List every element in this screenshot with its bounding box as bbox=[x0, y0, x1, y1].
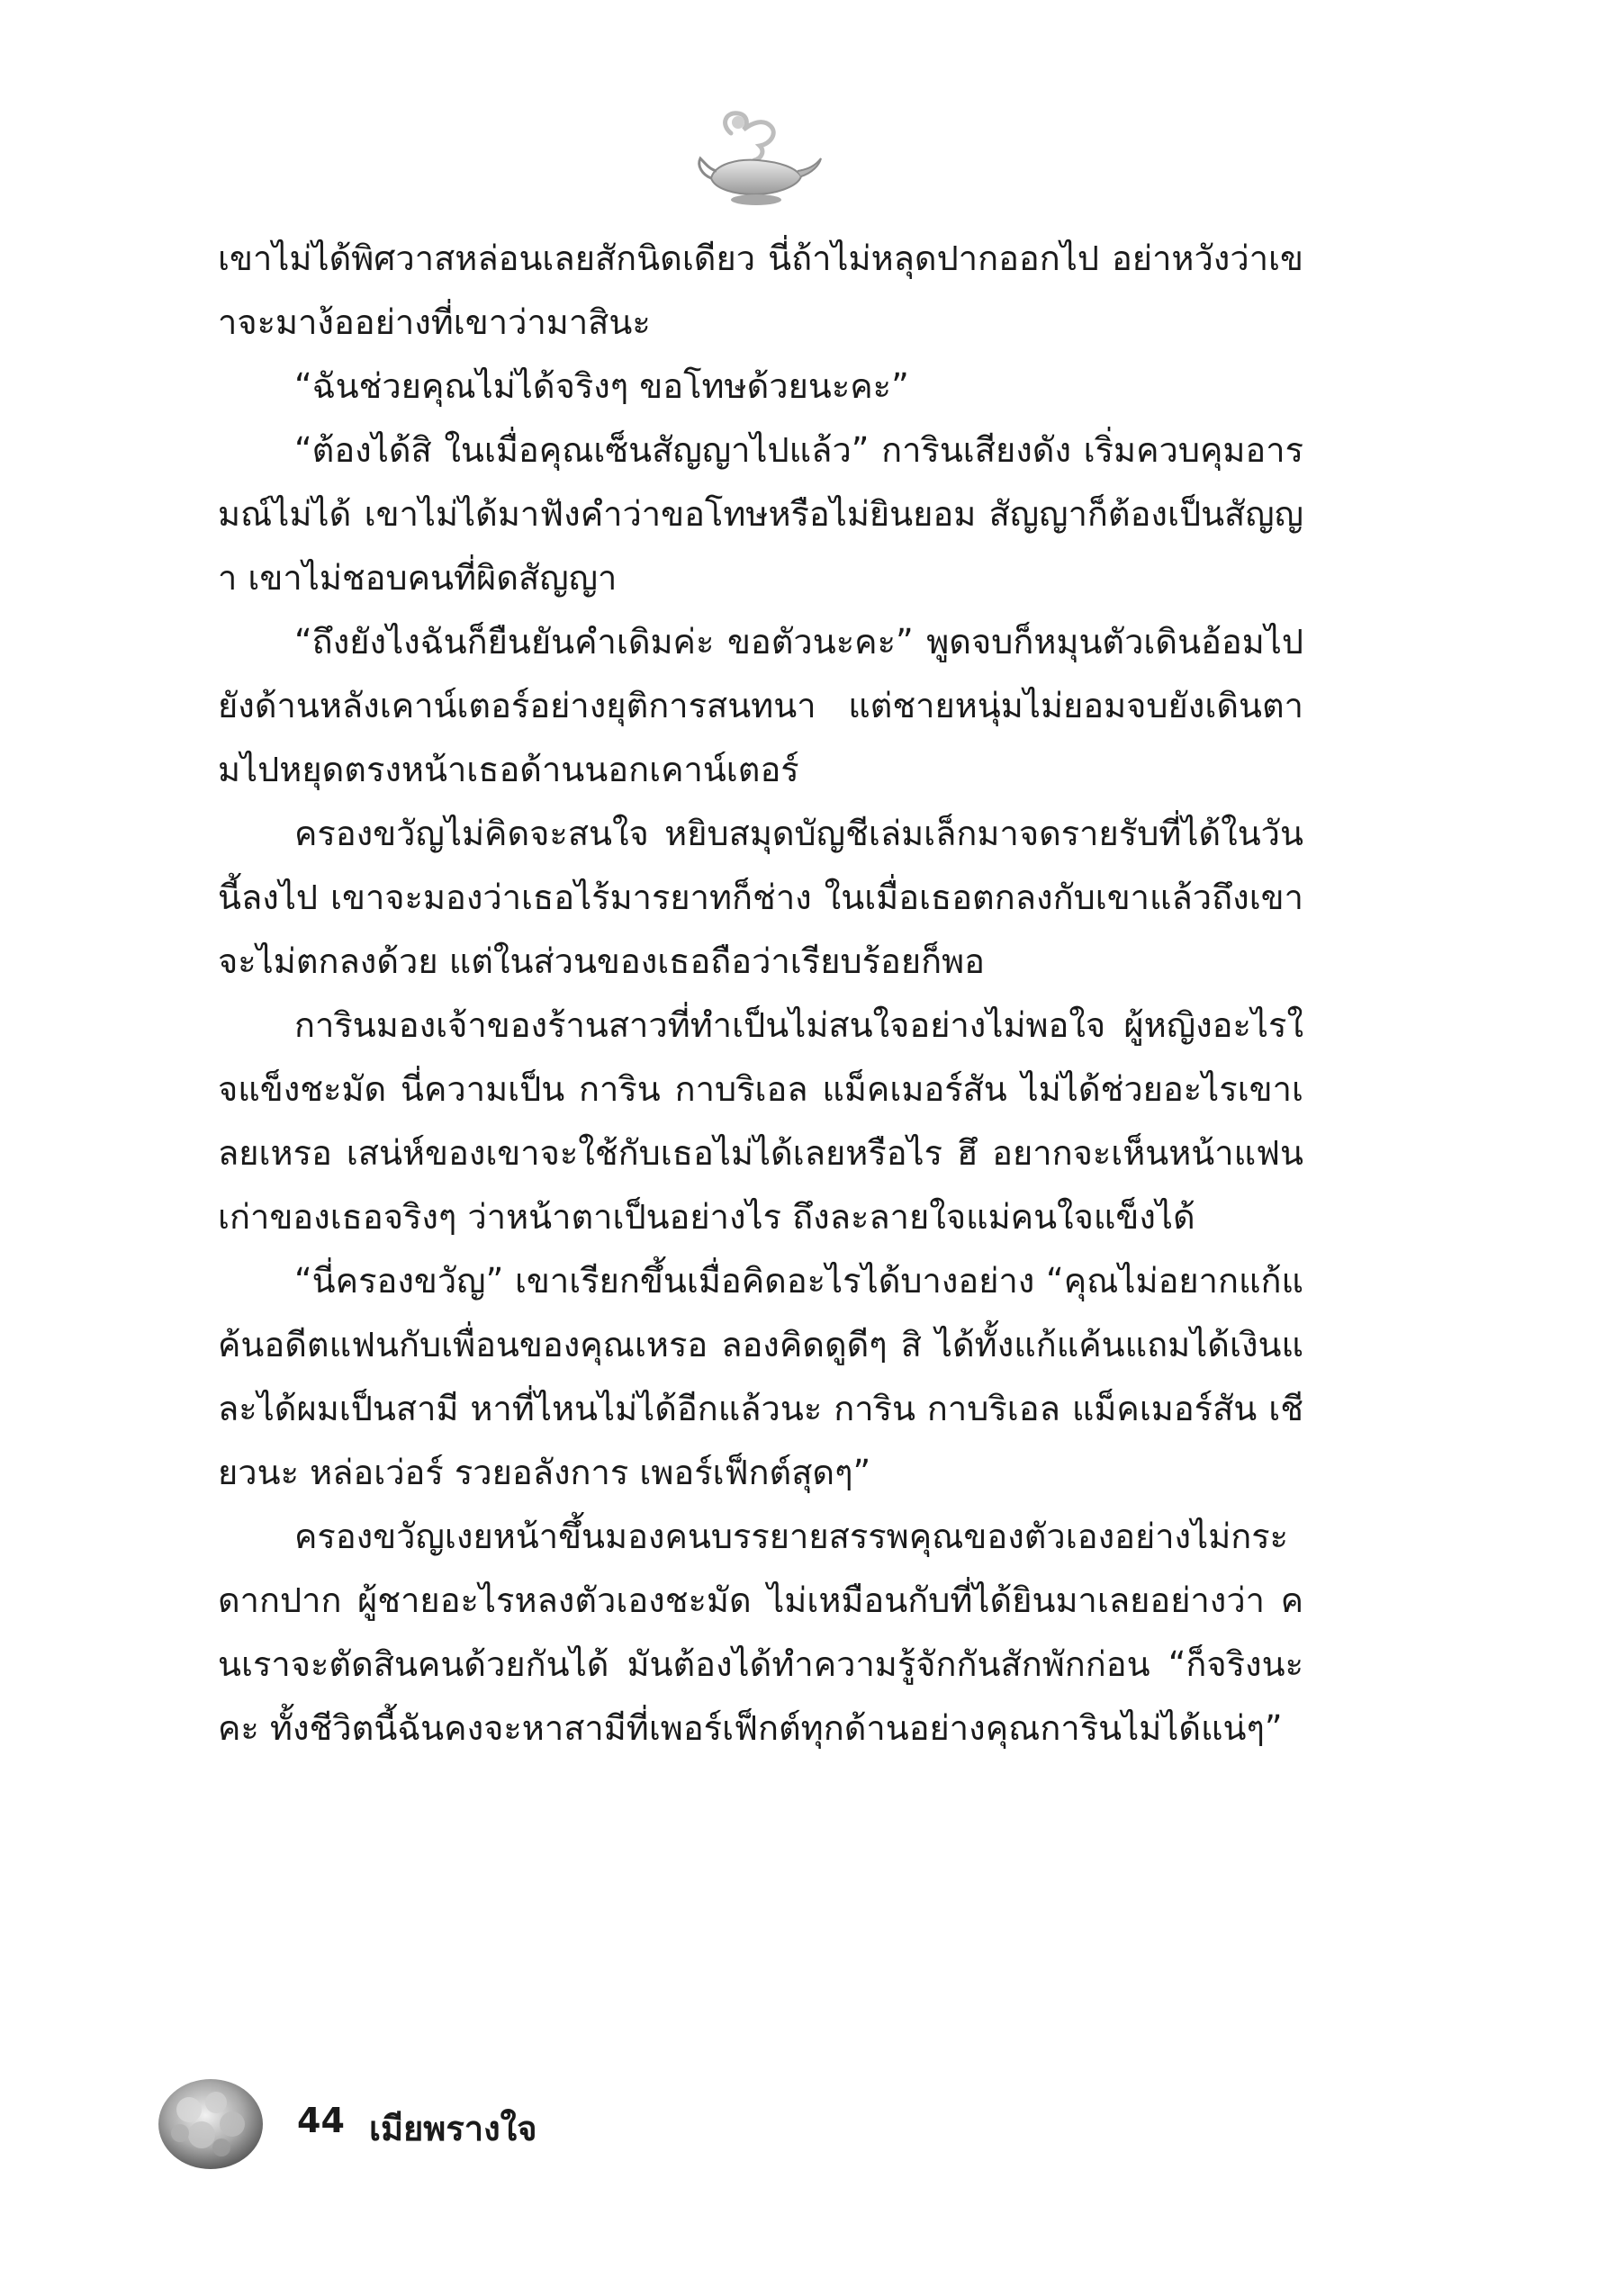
paragraph: ครองขวัญไม่คิดจะสนใจ หยิบสมุดบัญชีเล่มเล็กมาจดรายรับที่ได้ในวันนี้ลงไป เขาจะมองว่าเธอไร้มารยาทก็ช่าง ในเมื่อเธอตกลงกับเขาแล้วถึงเขาจะไม่ตกลงด้วย แต่ในส่วนของเธอถือว่าเรียบร้อยก็พอ bbox=[218, 814, 1303, 981]
paragraph: “ฉันช่วยคุณไม่ได้จริงๆ ขอโทษด้วยนะคะ” bbox=[294, 366, 909, 406]
paragraph: เขาไม่ได้พิศวาสหล่อนเลยสักนิดเดียว นี่ถ้าไม่หลุดปากออกไป อย่าหวังว่าเขาจะมาง้ออย่างที่เขาว่ามาสินะ bbox=[218, 239, 1303, 342]
genie-lamp-icon bbox=[684, 106, 828, 214]
paragraph: ครองขวัญเงยหน้าขึ้นมองคนบรรยายสรรพคุณของตัวเองอย่างไม่กระดากปาก ผู้ชายอะไรหลงตัวเองชะมัด ไม่เหมือนกับที่ได้ยินมาเลยอย่างว่า คนเราจะตัดสินคนด้วยกันได้ มันต้องได้ทำความรู้จักกันสักพักก่อน “ก็จริงนะคะ ทั้งชีวิตนี้ฉันคงจะหาสามีที่เพอร์เฟ็กต์ทุกด้านอย่างคุณการินไม่ได้แน่ๆ” bbox=[218, 1517, 1303, 1748]
paragraph: “ต้องได้สิ ในเมื่อคุณเซ็นสัญญาไปแล้ว” การินเสียงดัง เริ่มควบคุมอารมณ์ไม่ได้ เขาไม่ได้มาฟังคำว่าขอโทษหรือไม่ยินยอม สัญญาก็ต้องเป็นสัญญา เขาไม่ชอบคนที่ผิดสัญญา bbox=[218, 430, 1303, 598]
book-title: เมียพรางใจ bbox=[369, 2109, 537, 2148]
paragraph: การินมองเจ้าของร้านสาวที่ทำเป็นไม่สนใจอย่างไม่พอใจ ผู้หญิงอะไรใจแข็งชะมัด นี่ความเป็น การิน กาบริเอล แม็คเมอร์สัน ไม่ได้ช่วยอะไรเขาเลยเหรอ เสน่ห์ของเขาจะใช้กับเธอไม่ได้เลยหรือไร ฮึ อยากจะเห็นหน้าแฟนเก่าของเธอจริงๆ ว่าหน้าตาเป็นอย่างไร ถึงละลายใจแม่คนใจแข็งได้ bbox=[218, 1005, 1303, 1237]
body-text bbox=[218, 227, 1303, 2099]
flower-bouquet-icon bbox=[153, 2070, 268, 2178]
paragraph: “นี่ครองขวัญ” เขาเรียกขึ้นเมื่อคิดอะไรได้บางอย่าง “คุณไม่อยากแก้แค้นอดีตแฟนกับเพื่อนของคุณเหรอ ลองคิดดูดีๆ สิ ได้ทั้งแก้แค้นแถมได้เงินและได้ผมเป็นสามี หาที่ไหนไม่ได้อีกแล้วนะ การิน กาบริเอล แม็คเมอร์สัน เชียวนะ หล่อเว่อร์ รวยอลังการ เพอร์เฟ็กต์สุดๆ” bbox=[218, 1261, 1303, 1492]
page-footer bbox=[153, 2070, 783, 2178]
paragraph: “ถึงยังไงฉันก็ยืนยันคำเดิมค่ะ ขอตัวนะคะ” พูดจบก็หมุนตัวเดินอ้อมไปยังด้านหลังเคาน์เตอร์อย่างยุติการสนทนา แต่ชายหนุ่มไม่ยอมจบยังเดินตามไปหยุดตรงหน้าเธอด้านนอกเคาน์เตอร์ bbox=[218, 622, 1303, 789]
page-number: 44 bbox=[297, 2101, 345, 2140]
